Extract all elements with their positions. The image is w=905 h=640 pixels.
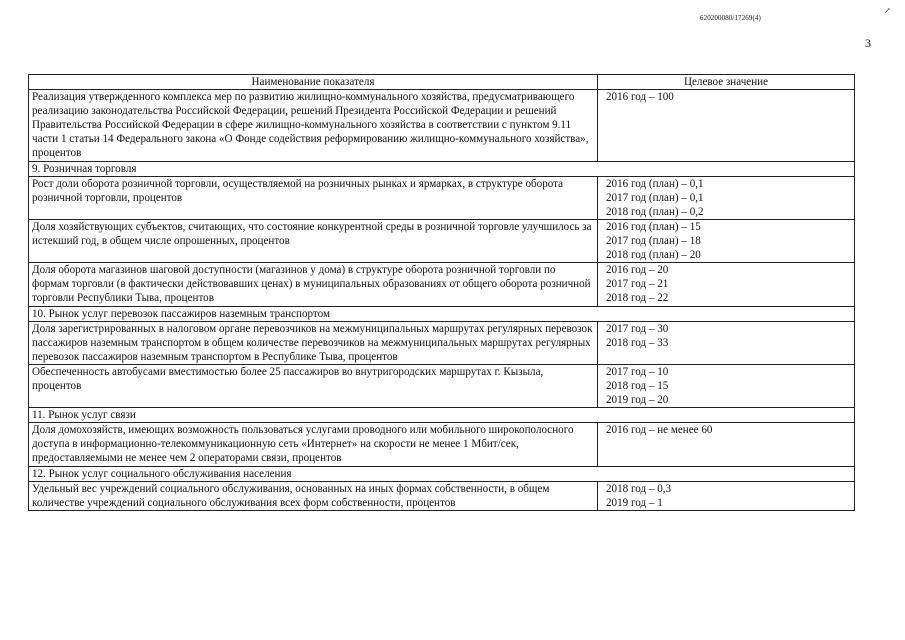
indicator-name: Доля оборота магазинов шаговой доступности (магазинов у дома) в структуре оборота розничной торговли по формам торговли (в фактически действовавших ценах) в муниципальных образованиях от общего оборота розничной торговли Республики Тыва, процентов xyxy=(29,263,598,306)
target-value xyxy=(598,423,855,466)
section-row xyxy=(29,408,855,423)
target-line: 2017 год (план) – 0,1 xyxy=(606,191,704,204)
table-row xyxy=(29,219,855,262)
table-row xyxy=(29,321,855,364)
indicator-name: Обеспеченность автобусами вместимостью более 25 пассажиров во внутригородских маршрутах г. Кызыла, процентов xyxy=(29,364,598,407)
target-value xyxy=(598,90,855,161)
target-value xyxy=(598,481,855,510)
indicator-name: Удельный вес учреждений социального обслуживания, основанных на иных формах собственности, в общем количестве учреждений социального обслуживания всех форм собственности, процентов xyxy=(29,481,598,510)
target-line: 2018 год (план) – 20 xyxy=(606,249,701,262)
target-value xyxy=(598,263,855,306)
target-value xyxy=(598,321,855,364)
table-row xyxy=(29,90,855,161)
table-row xyxy=(29,481,855,510)
section-row xyxy=(29,306,855,321)
column-header-name: Наименование показателя xyxy=(29,75,598,90)
target-line: 2018 год – 0,3 xyxy=(606,482,672,495)
target-line: 2016 год (план) – 0,1 xyxy=(606,177,704,190)
document-code: 620200080/17269(4) xyxy=(700,14,761,22)
target-line: 2019 год – 20 xyxy=(606,394,669,407)
indicator-name: Доля домохозяйств, имеющих возможность пользоваться услугами проводного или мобильного широкополосного доступа в информационно-телекоммуникационную сеть «Интернет» на скорости не менее 1 Мбит/сек, предоставляемыми не менее чем 2 операторами связи, процентов xyxy=(29,423,598,466)
column-header-target: Целевое значение xyxy=(598,75,855,90)
indicator-name: Реализация утвержденного комплекса мер по развитию жилищно-коммунального хозяйства, предусматривающего реализацию законодательства Российской Федерации, решений Президента Российской Федерации и решений Правительства Российской Федерации в сфере жилищно-коммунального хозяйства в соответствии с пунктом 9.11 части 1 статьи 14 Федерального закона «О Фонде содействия реформированию жилищно-коммунального хозяйства», процентов xyxy=(29,90,598,161)
target-line: 2017 год – 21 xyxy=(606,278,669,291)
target-line: 2017 год – 30 xyxy=(606,322,669,335)
table-header-row xyxy=(29,75,855,90)
target-line: 2018 год – 15 xyxy=(606,379,669,392)
table-row xyxy=(29,176,855,219)
scan-mark-icon: ↗ xyxy=(884,6,891,15)
target-line: 2018 год – 33 xyxy=(606,336,669,349)
target-line: 2016 год – 100 xyxy=(606,91,674,104)
target-value xyxy=(598,219,855,262)
target-line: 2016 год (план) – 15 xyxy=(606,220,701,233)
target-line: 2016 год – не менее 60 xyxy=(606,424,713,437)
target-line: 2019 год – 1 xyxy=(606,496,663,509)
target-value xyxy=(598,176,855,219)
page-number: 3 xyxy=(865,36,871,50)
table-row xyxy=(29,423,855,466)
indicator-name: Рост доли оборота розничной торговли, осуществляемой на розничных рынках и ярмарках, в структуре оборота розничной торговли, процентов xyxy=(29,176,598,219)
indicator-name: Доля хозяйствующих субъектов, считающих, что состояние конкурентной среды в розничной торговле улучшилось за истекший год, в общем числе опрошенных, процентов xyxy=(29,219,598,262)
section-title: 9. Розничная торговля xyxy=(29,161,855,176)
section-title: 12. Рынок услуг социального обслуживания населения xyxy=(29,466,855,481)
target-line: 2016 год – 20 xyxy=(606,264,669,277)
section-row xyxy=(29,161,855,176)
table-row xyxy=(29,263,855,306)
target-line: 2017 год (план) – 18 xyxy=(606,235,701,248)
section-row xyxy=(29,466,855,481)
table-row xyxy=(29,364,855,407)
section-title: 11. Рынок услуг связи xyxy=(29,408,855,423)
indicators-table xyxy=(28,74,855,511)
target-line: 2018 год – 22 xyxy=(606,292,669,305)
target-value xyxy=(598,364,855,407)
section-title: 10. Рынок услуг перевозок пассажиров наземным транспортом xyxy=(29,306,855,321)
target-line: 2018 год (план) – 0,2 xyxy=(606,205,704,218)
target-line: 2017 год – 10 xyxy=(606,365,669,378)
indicator-name: Доля зарегистрированных в налоговом органе перевозчиков на межмуниципальных маршрутах регулярных перевозок пассажиров наземным транспортом в общем количестве перевозчиков на межмуниципальных маршрутах регулярных перевозок пассажиров наземным транспортом в Республике Тыва, процентов xyxy=(29,321,598,364)
